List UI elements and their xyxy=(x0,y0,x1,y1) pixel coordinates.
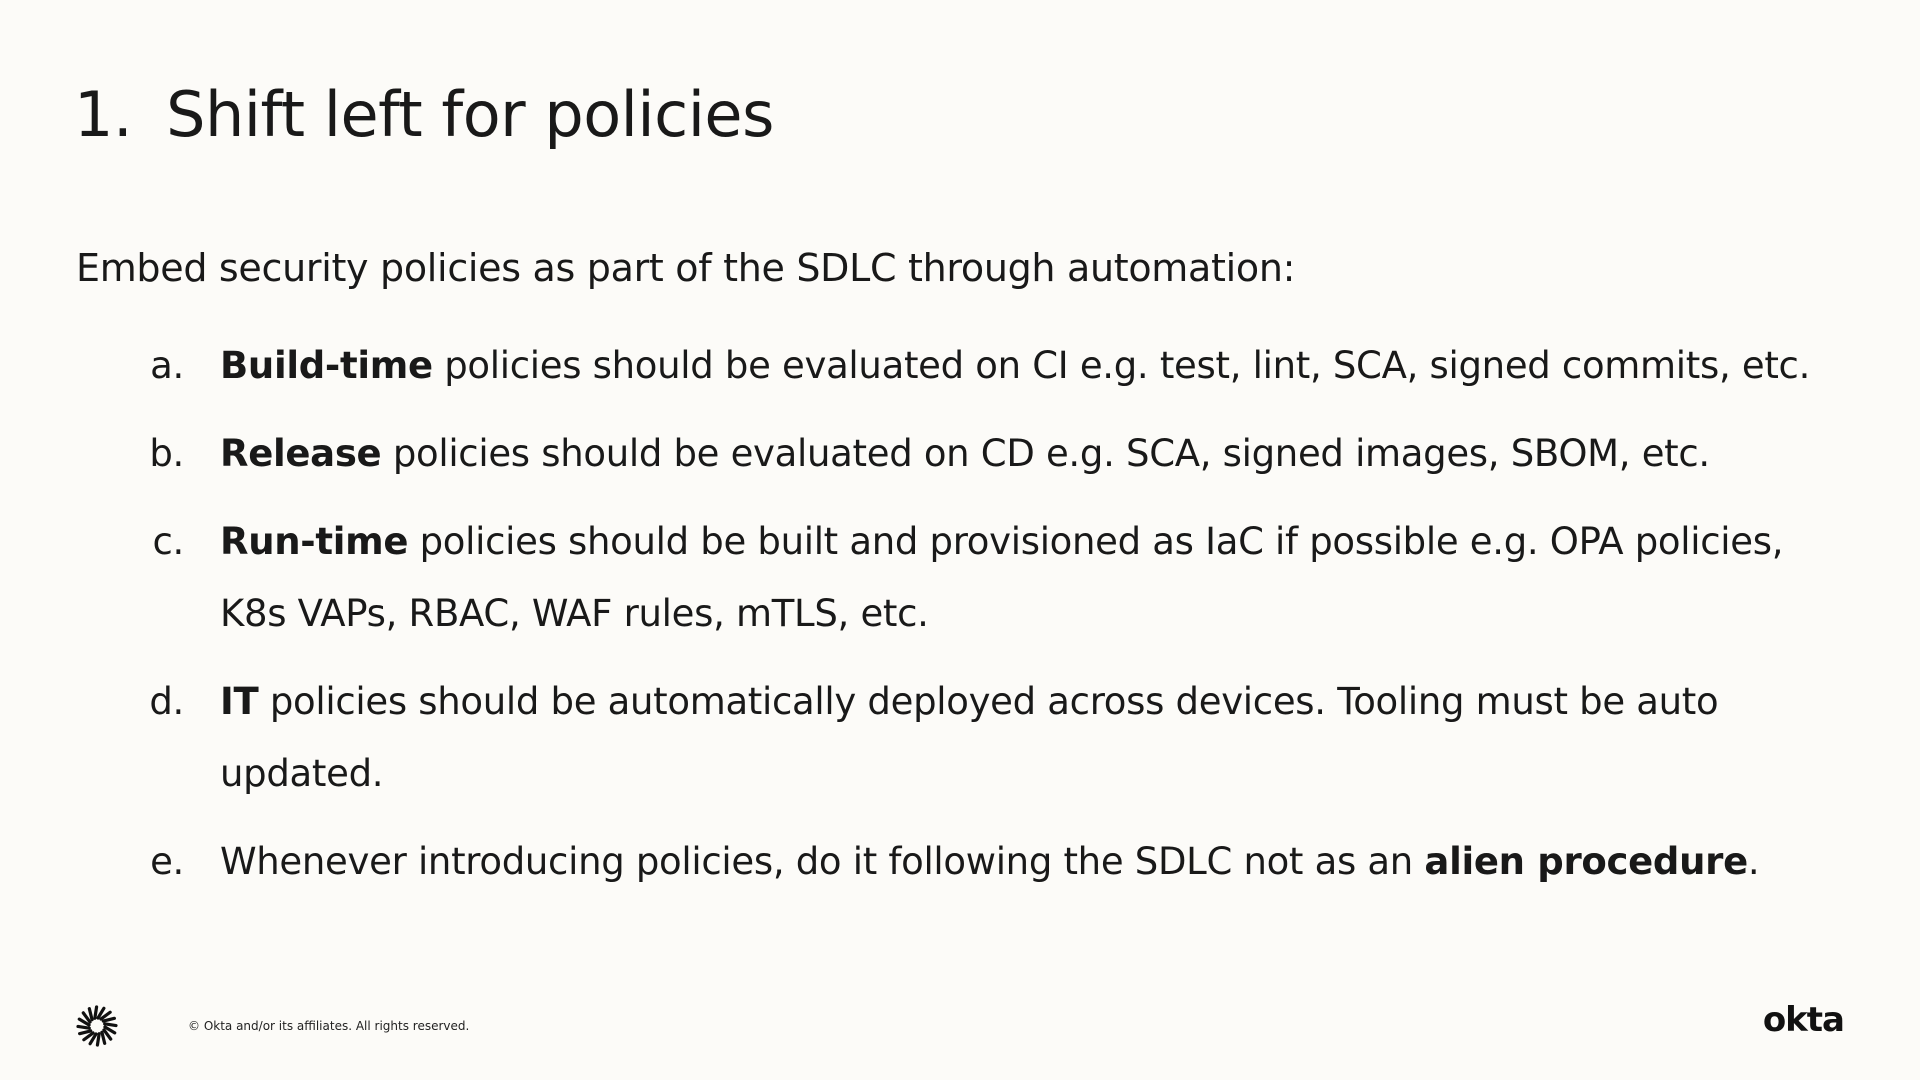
policy-list xyxy=(0,330,1920,914)
title-text: Shift left for policies xyxy=(166,78,774,151)
okta-wordmark-logo: okta xyxy=(1762,1000,1844,1040)
item-bold: alien procedure xyxy=(1424,840,1748,883)
item-text: policies should be evaluated on CD e.g. SCA, signed images, SBOM, etc. xyxy=(381,432,1710,475)
copyright-text: © Okta and/or its affiliates. All rights reserved. xyxy=(188,1019,470,1033)
list-marker: b. xyxy=(149,432,184,475)
item-text: policies should be built and provisioned as IaC if possible e.g. OPA policies, K8s VAPs, RBAC, WAF rules, mTLS, etc. xyxy=(220,520,1784,635)
intro-text: Embed security policies as part of the SDLC through automation: xyxy=(76,246,1296,290)
list-item xyxy=(0,666,1820,810)
list-marker: d. xyxy=(149,680,184,723)
list-item xyxy=(0,418,1820,490)
list-item xyxy=(0,330,1820,402)
item-text: policies should be evaluated on CI e.g. test, lint, SCA, signed commits, etc. xyxy=(432,344,1811,387)
item-text: Whenever introducing policies, do it following the SDLC not as an xyxy=(220,840,1425,883)
list-item xyxy=(0,826,1820,898)
okta-sunburst-icon xyxy=(76,1005,118,1047)
list-item xyxy=(0,506,1820,650)
list-marker: c. xyxy=(152,520,184,563)
item-text: policies should be automatically deployed across devices. Tooling must be auto updated. xyxy=(220,680,1719,795)
title-number: 1. xyxy=(74,78,133,151)
item-text-end: . xyxy=(1747,840,1760,883)
item-bold: Release xyxy=(220,432,382,475)
item-bold: IT xyxy=(220,680,259,723)
item-bold: Run-time xyxy=(220,520,409,563)
list-marker: e. xyxy=(150,840,184,883)
slide-title xyxy=(74,78,774,151)
item-bold: Build-time xyxy=(220,344,433,387)
list-marker: a. xyxy=(150,344,184,387)
